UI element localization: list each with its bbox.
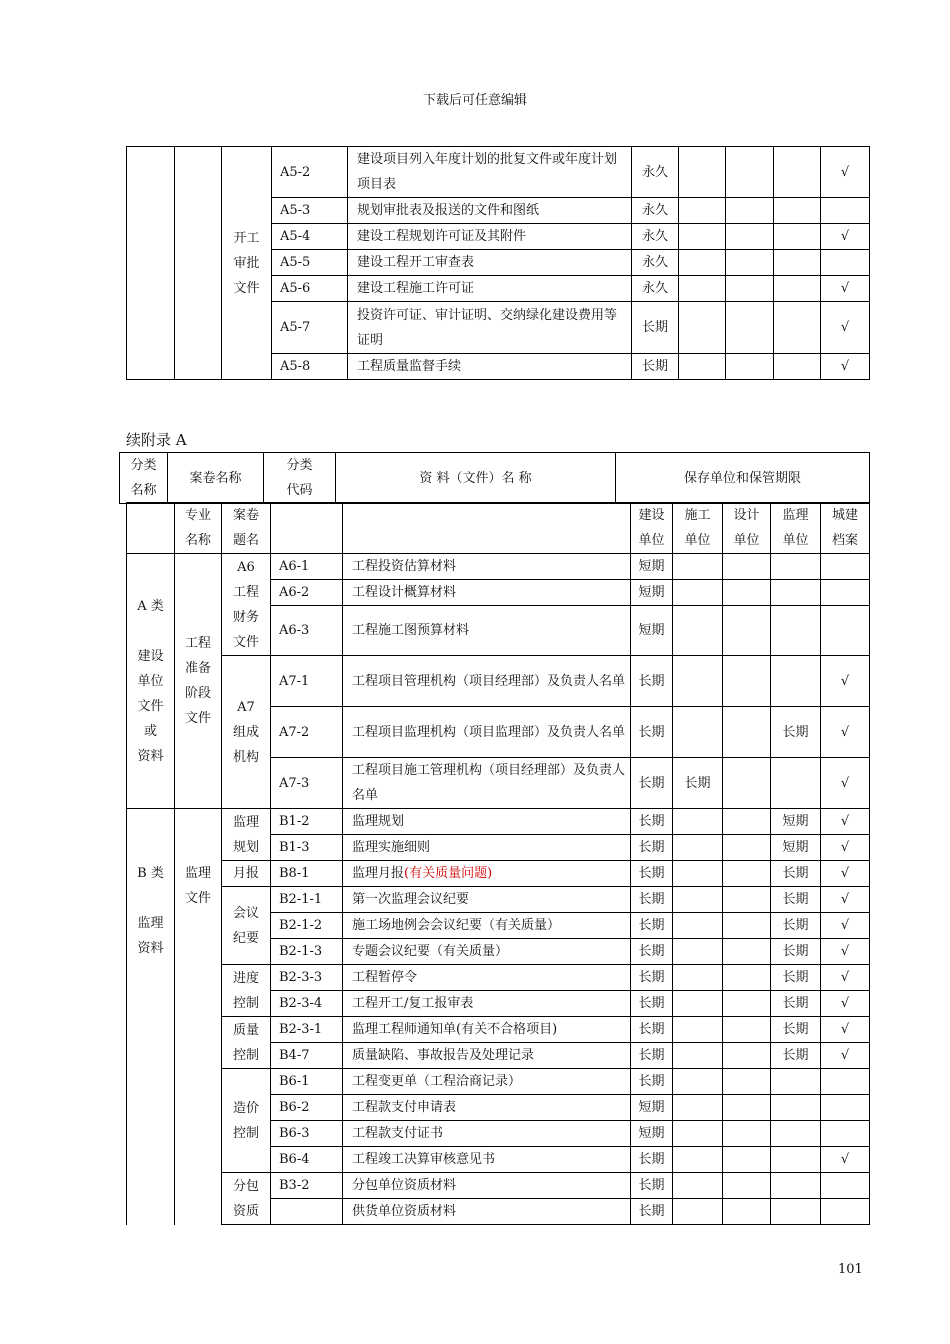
group-cost: 造价 控制: [222, 1069, 271, 1173]
construction-cell: [673, 1147, 723, 1173]
design-cell: [723, 835, 771, 861]
header-category: 分类 名称: [120, 453, 168, 504]
name-cell: 供货单位资质材料: [343, 1199, 631, 1225]
red-note: (有关质量问题): [404, 866, 493, 881]
code-cell: B2-3-1: [271, 1017, 343, 1043]
code-cell: A5-7: [272, 302, 348, 354]
build-cell: 长期: [631, 861, 673, 887]
name-cell: 工程变更单（工程洽商记录）: [343, 1069, 631, 1095]
build-cell: 短期: [631, 580, 673, 606]
construction-cell: [673, 809, 723, 835]
group-subcontract: 分包 资质: [222, 1173, 271, 1225]
header-note: 下载后可任意编辑: [422, 93, 527, 108]
check-cell: [821, 250, 870, 276]
archive-cell: [821, 580, 870, 606]
code-cell: B2-3-4: [271, 991, 343, 1017]
design-cell: [723, 1173, 771, 1199]
name-cell: 监理工程师通知单(有关不合格项目): [343, 1017, 631, 1043]
construction-cell: [673, 1043, 723, 1069]
construction-cell: [673, 580, 723, 606]
code-cell: B1-3: [271, 835, 343, 861]
construction-cell: [673, 606, 723, 656]
code-cell: B2-1-3: [271, 939, 343, 965]
name-cell: 建设工程开工审查表: [348, 250, 632, 276]
group-a7: A7 组成 机构: [222, 656, 271, 809]
design-cell: [723, 758, 771, 809]
construction-cell: 长期: [673, 758, 723, 809]
period-cell: 长期: [632, 302, 679, 354]
build-cell: 短期: [631, 1095, 673, 1121]
page-number: 101: [838, 1262, 863, 1277]
design-cell: [723, 861, 771, 887]
group-monthly: 月报: [222, 861, 271, 887]
code-cell: A7-2: [271, 707, 343, 758]
subheader-urban-archive: 城建 档案: [821, 503, 870, 554]
group-progress: 进度 控制: [222, 965, 271, 1017]
code-cell: [271, 1199, 343, 1225]
build-cell: 长期: [631, 835, 673, 861]
design-cell: [723, 1069, 771, 1095]
archive-cell: √: [821, 1017, 870, 1043]
archive-cell: √: [821, 939, 870, 965]
code-cell: B6-4: [271, 1147, 343, 1173]
design-cell: [723, 965, 771, 991]
construction-cell: [673, 1095, 723, 1121]
name-cell: 工程质量监督手续: [348, 354, 632, 380]
supervision-cell: [771, 656, 821, 707]
code-cell: B2-1-2: [271, 913, 343, 939]
supervision-cell: 长期: [771, 939, 821, 965]
specialty-cell: [175, 147, 222, 380]
construction-cell: [673, 707, 723, 758]
construction-cell: [673, 835, 723, 861]
supervision-cell: [771, 606, 821, 656]
archive-cell: [821, 1095, 870, 1121]
table-row: [127, 1069, 870, 1095]
supervision-cell: 短期: [771, 835, 821, 861]
check-cell: √: [821, 302, 870, 354]
table-row: [127, 554, 870, 580]
construction-cell: [673, 1199, 723, 1225]
supervision-cell: [771, 554, 821, 580]
group-label: 开工 审批 文件: [222, 147, 272, 380]
build-cell: 长期: [631, 887, 673, 913]
build-cell: 长期: [631, 1173, 673, 1199]
archive-cell: √: [821, 887, 870, 913]
name-cell: 工程施工图预算材料: [343, 606, 631, 656]
archive-cell: √: [821, 965, 870, 991]
period-cell: 永久: [632, 147, 679, 198]
design-cell: [723, 809, 771, 835]
design-cell: [723, 554, 771, 580]
design-cell: [723, 707, 771, 758]
code-cell: A6-2: [271, 580, 343, 606]
table-row: [127, 965, 870, 991]
construction-cell: [673, 1069, 723, 1095]
period-cell: 长期: [632, 354, 679, 380]
code-cell: A6-3: [271, 606, 343, 656]
subheader-build-unit: 建设 单位: [631, 503, 673, 554]
build-cell: 长期: [631, 991, 673, 1017]
name-cell: 工程款支付申请表: [343, 1095, 631, 1121]
supervision-cell: [771, 1173, 821, 1199]
name-cell: 工程项目监理机构（项目监理部）及负责人名单: [343, 707, 631, 758]
build-cell: 短期: [631, 554, 673, 580]
name-cell: 分包单位资质材料: [343, 1173, 631, 1199]
name-cell: 监理规划: [343, 809, 631, 835]
design-cell: [723, 1043, 771, 1069]
code-cell: A5-3: [272, 198, 348, 224]
name-cell: 规划审批表及报送的文件和图纸: [348, 198, 632, 224]
archive-cell: [821, 1121, 870, 1147]
period-cell: 永久: [632, 198, 679, 224]
archive-cell: [821, 606, 870, 656]
name-cell: 监理实施细则: [343, 835, 631, 861]
supervision-cell: 长期: [771, 887, 821, 913]
code-cell: A7-1: [271, 656, 343, 707]
category-b: B 类 监理 资料: [127, 809, 175, 1225]
code-cell: B3-2: [271, 1173, 343, 1199]
table-row: [127, 147, 870, 198]
supervision-cell: 短期: [771, 809, 821, 835]
check-cell: √: [821, 224, 870, 250]
design-cell: [723, 606, 771, 656]
supervision-cell: [771, 1199, 821, 1225]
header-document-name: 资 料（文件）名 称: [336, 453, 616, 504]
period-cell: 永久: [632, 250, 679, 276]
archive-cell: [821, 554, 870, 580]
period-cell: 永久: [632, 276, 679, 302]
name-cell: 第一次监理会议纪要: [343, 887, 631, 913]
code-cell: A5-5: [272, 250, 348, 276]
subheader-specialty: 专业 名称: [175, 503, 222, 554]
table-row: [127, 656, 870, 707]
group-quality: 质量 控制: [222, 1017, 271, 1069]
supervision-cell: 长期: [771, 913, 821, 939]
name-cell: 质量缺陷、事故报告及处理记录: [343, 1043, 631, 1069]
check-cell: √: [821, 276, 870, 302]
name-cell: 工程竣工决算审核意见书: [343, 1147, 631, 1173]
build-cell: 短期: [631, 1121, 673, 1147]
category-a: A 类 建设 单位 文件 或 资料: [127, 554, 175, 809]
archive-cell: [821, 1199, 870, 1225]
name-cell: 施工场地例会会议纪要（有关质量）: [343, 913, 631, 939]
header-storage: 保存单位和保管期限: [616, 453, 870, 504]
table-appendix-a: [126, 502, 870, 1225]
build-cell: 长期: [631, 965, 673, 991]
supervision-cell: [771, 580, 821, 606]
period-cell: 永久: [632, 224, 679, 250]
supervision-cell: 长期: [771, 861, 821, 887]
subheader-row: [127, 503, 870, 554]
code-cell: B8-1: [271, 861, 343, 887]
name-cell: 工程款支付证书: [343, 1121, 631, 1147]
design-cell: [723, 1017, 771, 1043]
code-cell: B6-3: [271, 1121, 343, 1147]
table-header-main: [119, 452, 870, 504]
build-cell: 短期: [631, 606, 673, 656]
archive-cell: √: [821, 1147, 870, 1173]
table-row: [127, 1173, 870, 1199]
table-a5-continuation: [126, 146, 870, 380]
supervision-cell: [771, 1147, 821, 1173]
build-cell: 长期: [631, 1069, 673, 1095]
group-plan: 监理 规划: [222, 809, 271, 861]
supervision-cell: 长期: [771, 1043, 821, 1069]
check-cell: [821, 198, 870, 224]
construction-cell: [673, 861, 723, 887]
construction-cell: [673, 965, 723, 991]
specialty-b: 监理 文件: [175, 809, 222, 1225]
build-cell: 长期: [631, 939, 673, 965]
code-cell: A5-8: [272, 354, 348, 380]
name-cell: 工程暂停令: [343, 965, 631, 991]
design-cell: [723, 1121, 771, 1147]
name-cell: 建设工程施工许可证: [348, 276, 632, 302]
specialty-a: 工程 准备 阶段 文件: [175, 554, 222, 809]
check-cell: √: [821, 354, 870, 380]
supervision-cell: [771, 1095, 821, 1121]
code-cell: A5-4: [272, 224, 348, 250]
design-cell: [723, 1095, 771, 1121]
design-cell: [723, 656, 771, 707]
build-cell: 长期: [631, 1043, 673, 1069]
construction-cell: [673, 656, 723, 707]
supervision-cell: [771, 1069, 821, 1095]
construction-cell: [673, 1017, 723, 1043]
check-cell: √: [821, 147, 870, 198]
code-cell: B1-2: [271, 809, 343, 835]
name-cell: 建设项目列入年度计划的批复文件或年度计划项目表: [348, 147, 632, 198]
name-cell: 投资许可证、审计证明、交纳绿化建设费用等证明: [348, 302, 632, 354]
build-cell: 长期: [631, 809, 673, 835]
group-a6: A6 工程 财务 文件: [222, 554, 271, 656]
design-cell: [723, 939, 771, 965]
supervision-cell: 长期: [771, 991, 821, 1017]
name-cell: 工程项目施工管理机构（项目经理部）及负责人名单: [343, 758, 631, 809]
design-cell: [723, 991, 771, 1017]
construction-cell: [673, 554, 723, 580]
code-cell: B6-1: [271, 1069, 343, 1095]
archive-cell: √: [821, 707, 870, 758]
header-file-name: 案卷名称: [168, 453, 264, 504]
name-cell: 建设工程规划许可证及其附件: [348, 224, 632, 250]
name-cell: 工程投资估算材料: [343, 554, 631, 580]
name-cell: 监理月报(有关质量问题): [343, 861, 631, 887]
table-row: [127, 861, 870, 887]
archive-cell: √: [821, 809, 870, 835]
code-cell: B6-2: [271, 1095, 343, 1121]
construction-cell: [673, 1173, 723, 1199]
code-cell: B4-7: [271, 1043, 343, 1069]
construction-cell: [673, 1121, 723, 1147]
code-cell: A6-1: [271, 554, 343, 580]
supervision-cell: [771, 1121, 821, 1147]
header-code: 分类 代码: [264, 453, 336, 504]
subheader-supervision-unit: 监理 单位: [771, 503, 821, 554]
design-cell: [723, 887, 771, 913]
subheader-design-unit: 设计 单位: [723, 503, 771, 554]
archive-cell: √: [821, 991, 870, 1017]
subheader-construction-unit: 施工 单位: [673, 503, 723, 554]
archive-cell: [821, 1069, 870, 1095]
design-cell: [723, 1147, 771, 1173]
table-row: [127, 887, 870, 913]
build-cell: 长期: [631, 1147, 673, 1173]
table-row: [127, 1017, 870, 1043]
supervision-cell: 长期: [771, 707, 821, 758]
header-row: [120, 453, 870, 504]
construction-cell: [673, 991, 723, 1017]
construction-cell: [673, 939, 723, 965]
subheader-file-title: 案卷 题名: [222, 503, 271, 554]
name-cell: 工程设计概算材料: [343, 580, 631, 606]
archive-cell: √: [821, 835, 870, 861]
supervision-cell: [771, 758, 821, 809]
supervision-cell: 长期: [771, 1017, 821, 1043]
code-cell: A5-2: [272, 147, 348, 198]
code-cell: A5-6: [272, 276, 348, 302]
build-cell: 长期: [631, 1017, 673, 1043]
build-cell: 长期: [631, 1199, 673, 1225]
category-cell: [127, 147, 175, 380]
code-cell: A7-3: [271, 758, 343, 809]
code-cell: B2-3-3: [271, 965, 343, 991]
supervision-cell: 长期: [771, 965, 821, 991]
construction-cell: [673, 887, 723, 913]
construction-cell: [673, 913, 723, 939]
archive-cell: √: [821, 656, 870, 707]
design-cell: [723, 913, 771, 939]
archive-cell: √: [821, 1043, 870, 1069]
code-cell: B2-1-1: [271, 887, 343, 913]
archive-cell: [821, 1173, 870, 1199]
name-cell: 专题会议纪要（有关质量）: [343, 939, 631, 965]
table-row: [127, 809, 870, 835]
name-cell: 工程项目管理机构（项目经理部）及负责人名单: [343, 656, 631, 707]
archive-cell: √: [821, 913, 870, 939]
archive-cell: √: [821, 861, 870, 887]
name-cell: 工程开工/复工报审表: [343, 991, 631, 1017]
build-cell: 长期: [631, 913, 673, 939]
continued-appendix-title: 续附录 A: [126, 431, 187, 449]
group-meeting: 会议 纪要: [222, 887, 271, 965]
build-cell: 长期: [631, 707, 673, 758]
design-cell: [723, 1199, 771, 1225]
build-cell: 长期: [631, 656, 673, 707]
archive-cell: √: [821, 758, 870, 809]
build-cell: 长期: [631, 758, 673, 809]
design-cell: [723, 580, 771, 606]
